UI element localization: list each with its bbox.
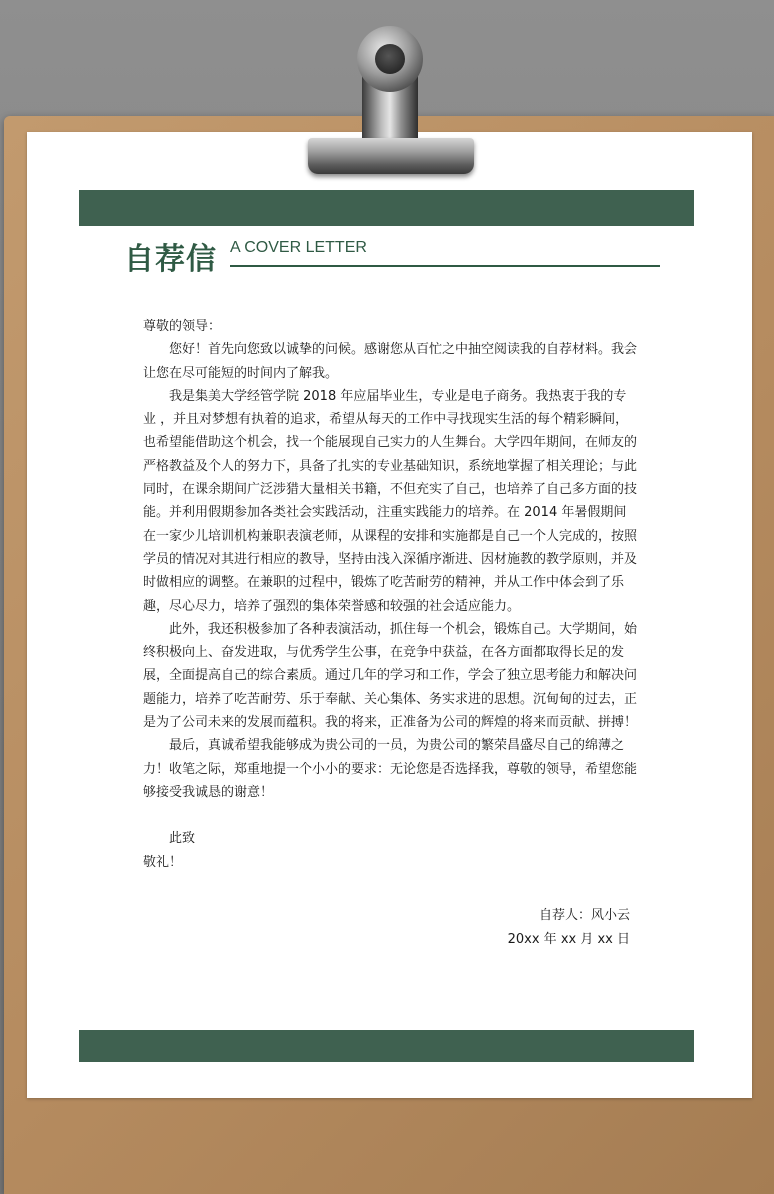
salutation: 尊敬的领导： [143,319,222,334]
paragraph-greeting: 您好！首先向您致以诚挚的问候。感谢您从百忙之中抽空阅读我的自荐材料。我会让您在尽可能短的时间内了解我。 [143,342,638,381]
letter-body [143,315,637,874]
paragraph-background: 我是集美大学经管学院 2018 年应届毕业生，专业是电子商务。我热衷于我的专业 ，并且对梦想有执着的追求，希望从每天的工作中寻找现实生活的每个精彩瞬间，也希望能借助这个机会，找一个能展现自己实力的人生舞台。大学四年期间，在师友的严格教益及个人的努力下，具备了扎实的专业基础知识，系统地掌握了相关理论；与此同时，在课余期间广泛涉猎大量相关书籍，不但充实了自己，也培养了自己多方面的技能。并利用假期参加各类社会实践活动，注重实践能力的培养。在 2014 年暑假期间在一家少儿培训机构兼职表演老师，从课程的安排和实施都是自己一个人完成的，按照学员的情况对其进行相应的教导，坚持由浅入深循序渐进、因材施教的教学原则，并及时做相应的调整。在兼职的过程中，锻炼了吃苦耐劳的精神，并从工作中体会到了乐趣，尽心尽力，培养了强烈的集体荣誉感和较强的社会适应能力。 [143,388,638,614]
binder-clip-base-icon [308,138,474,174]
closing-line-2: 敬礼！ [143,854,183,870]
spacer [143,804,637,827]
title-underline [230,265,660,267]
header-band [79,190,694,226]
signer: 自荐人：风小云 [538,908,630,923]
page-title: 自荐信 [124,242,217,277]
footer-band [79,1030,694,1062]
paragraph-activities: 此外，我还积极参加了各种表演活动，抓住每一个机会，锻炼自己。大学期间，始终积极向上、奋发进取，与优秀学生公事，在竞争中获益，在各方面都取得长足的发展，全面提高自己的综合素质。通过几年的学习和工作，学会了独立思考能力和解决问题能力，培养了吃苦耐劳、乐于奉献、关心集体、务实求进的思想。沉甸甸的过去，正是为了公司未来的发展而蕴积。我的将来，正准备为公司的辉煌的将来而贡献、拼搏！ [143,621,638,731]
closing-line-1: 此致 [169,831,196,847]
paragraph-closing: 最后，真诚希望我能够成为贵公司的一员，为贵公司的繁荣昌盛尽自己的绵薄之力！收笔之际，郑重地提一个小小的要求：无论您是否选择我，尊敬的领导，希望您能够接受我诚恳的谢意！ [143,738,638,800]
binder-clip-hole [375,44,405,74]
page-subtitle: A COVER LETTER [230,239,367,256]
letter-date: 20xx 年 xx 月 xx 日 [507,932,630,947]
